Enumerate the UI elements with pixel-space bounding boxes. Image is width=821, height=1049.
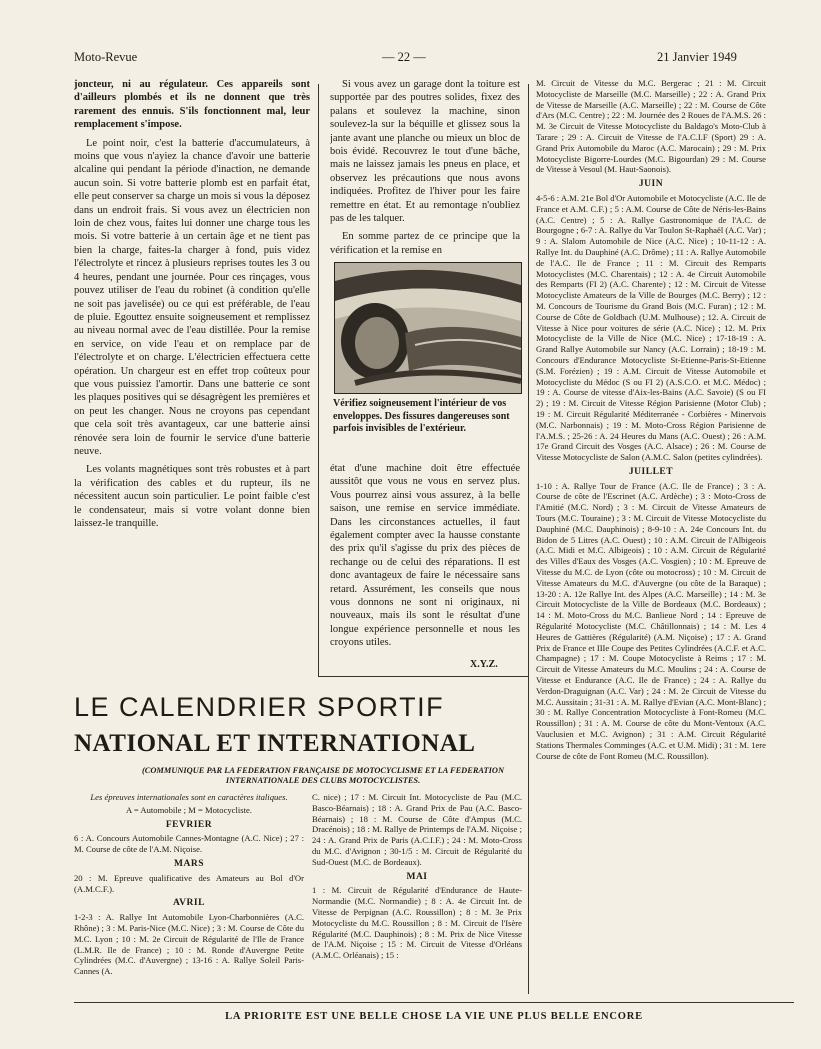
calendar-column-2	[312, 792, 522, 992]
column-divider	[528, 84, 529, 994]
month-heading: FEVRIER	[165, 819, 213, 830]
paragraph: état d'une machine doit être effectuée aussitôt que vous ne vous en servez plus. Vous pourrez ainsi vous assurez, à la belle saison, une remise en service immédiate. Dans les circonstances actuelles, il faut également compter avec la hausse constante des prix qu'il s'agisse du prix des pièces de rechange ou de celui des réparations. Il est donc avantageux de faire le nécessaire sans retard. Assurément, les conseils que nous vous donnons ne sont ni originaux, ni nouveaux, mais ils sont le résultat d'une longue expérience personnelle et nous les croyons utiles.	[330, 463, 520, 649]
calendar-text: M. Circuit de Vitesse du M.C. Bergerac ; 21 : M. Circuit Motocycliste de Marseille (M.C. Marseille) ; 22 : A. Grand Prix de Vitesse de Marseille (A.C. Marseille) ; 22 : M. Course de Côte d'Ars (M.C. Centre) ; 22 : M. Journée des 2 Roues de l'A.M.S. 26 : M. 3e Circuit de Vitesse Motocycliste du Baldago's Moto-Club à Tarare ; 29 : A. Circuit de Vitesse de l'A.C.I.F (Sport) 29 : A. Grand Prix Automobile du Maroc (A.C. Marocain) ; 29 : M. Prix Motocycliste Bigorre-Lourdes (M.C. Bigourdan) 29 : M. Course de Vitesse à Vesoul (M. Haut-Saonois).	[536, 78, 766, 175]
article-column-2-bottom	[330, 462, 520, 658]
paragraph: Si vous avez un garage dont la toiture est supportée par des poutres solides, fixez des palans et soulevez la machine, sinon soulevez-la sur la béquille et glissez sous la jante avant une planche ou mieux un bloc de bois évidé. Recouvrez le tout d'une bâche, mais ne laissez jamais les pneus en place, et observez les précautions que nous avons indiquées. Profitez de l'hiver pour les faire remettre en état. Et au remontage n'oubliez pas de les talquer.	[330, 79, 520, 225]
calendar-text: 20 : M. Epreuve qualificative des Amateurs au Bol d'Or (A.M.C.F.).	[74, 872, 304, 894]
paragraph: Le point noir, c'est la batterie d'accumulateurs, à moins que vous n'ayiez la chance d'avoir une batterie alcaline qui pendant la période d'inaction, ne demande aucun soin. Si votre batterie plomb est en parfait état, elle peut conserver sa charge un mois si vous la déposez dans un endroit frais. Si vous avez un électricien non loin de chez vous, faites lui donner une charge tous les mois. Si votre batterie à un certain âge et ne tient pas bien la charge, faites-la charger à fond, puis videz l'électrolyte et rincez à plusieurs reprises toutes les 3 ou 4 heures, pendant une journée. Pour ces rinçages, vous pouvez utiliser de l'eau du robinet (à condition qu'elle ne soit pas javelisée) ou ce qui est préférable, de l'eau de pluie. Egouttez ensuite soigneusement et remplissez au niveau normal avec de l'eau distillée. Pour la remise en service, on vide l'eau et on remplace par de l'électrolyte et on charge. L'électricien effectuera cette opération. Un chargeur est en effet trop coûteux pour que vous puissiez l'amortir. Dans une batterie ce sont les plaques positives qui se désagrègent les premières et on peut les changer. Nous ne croyons pas cependant que cela soit très avantageux, car une batterie ainsi rénovée sera loin de fournir le service d'une batterie neuve.	[74, 137, 310, 457]
legend-note: Les épreuves internationales sont en caractères italiques.	[90, 792, 288, 802]
calendar-column-3	[536, 78, 766, 994]
month-heading: MARS	[174, 858, 204, 869]
calendar-subtitle: NATIONAL ET INTERNATIONAL	[74, 730, 476, 757]
author-signature: X.Y.Z.	[470, 659, 498, 670]
header-magazine-name: Moto-Revue	[74, 50, 138, 64]
column-divider	[318, 84, 319, 676]
header-page-number: — 22 —	[382, 50, 426, 64]
article-column-1	[74, 78, 310, 678]
calendar-title: LE CALENDRIER SPORTIF	[74, 692, 445, 722]
paragraph: joncteur, ni au régulateur. Ces appareils sont d'ailleurs plombés et ils ne donnent que très rarement des ennuis. S'ils fonctionnent mal, leur remplacement s'impose.	[74, 79, 310, 131]
paragraph: En somme partez de ce principe que la vérification et la remise en	[330, 231, 520, 256]
month-heading: AVRIL	[173, 898, 205, 909]
footer-slogan: LA PRIORITE EST UNE BELLE CHOSE LA VIE UNE PLUS BELLE ENCORE	[225, 1011, 643, 1022]
photo-caption: Vérifiez soigneusement l'intérieur de vos enveloppes. Des fissures dangereuses sont parfois invisibles de l'extérieur.	[333, 398, 510, 435]
header-date: 21 Janvier 1949	[657, 50, 737, 64]
legend-abbrev: A = Automobile ; M = Motocycliste.	[126, 804, 252, 815]
calendar-text: C. nice) ; 17 : M. Circuit Int. Motocycliste de Pau (M.C. Basco-Béarnais) ; 18 : A. Grand Prix de Pau (A.C. Basco-Béarnais) ; 18 : M. Course de Côte d'Ampus (M.C. Dracénois) ; 18 : M. Rallye de Printemps de l'A.M. Niçoise ; 24 : A. Grand Prix de Paris (A.C.I.F.) ; 24 : M. Moto-Cross du M.C. d'Avignon ; 30-1/5 : M. Circuit de Régularité du Sud-Ouest (M.C. de Bordeaux).	[312, 792, 522, 867]
calendar-text: 1-10 : A. Rallye Tour de France (A.C. Ile de France) ; 3 : A. Course de côte de l'Escrinet (A.C. Ardèche) ; 3 : Moto-Cross de l'Amitié (M.C. Nord) ; 3 : M. Circuit de Vitesse Amateurs de Tours (M.C. Touraine) ; 3 : M. Circuit de Vitesse Motocycliste du Dauphiné (M.C. Dauphinois) ; 8-9-10 : A. 24e Concours Int. du Bidon de 5 Litres (A.C. Ouest) ; 10 : A.M. Circuit de l'Albigeois (A.C. Midi et M.C. Albigeois) ; 10 : A.M. Circuit de Régularité des Villes d'Eaux des Vosges (A.C. Vosgien) ; 10 : M. Epreuve de Vitesse du M.C. de Lyon (côte ou motocross) ; 10 : M. Circuit de Vitesse Amateurs du M.C. d'Auvergne (ou côte de la Baraque) ; 13-20 : A. 12e Rallye Int. des Alpes (A.C. Marseille) ; 14 : M. 3e Circuit Motocycliste de la Ville de Bordeaux (M.C. Bordeaux) ; 14 : M. Moto-Cross du M.C. Banlieue Nord ; 14 : Epreuve de Régularité Motocycliste (M.C. Châtillonnais) ; 14 : M. Les 4 Heures de Gattières (Régularité) (A.M. Niçoise) ; 17 : A. Grand Prix de France et IIIe Coupe des Petites Cylindrées (A.C.F. et A.C. Champagne) ; 17 : M. Coupe Motocycliste à Reims ; 17 : M. Circuit de Vitesse Amateurs du M.C. Moulins ; 24 : A. Course de Vitesse et Endurance (A.C. Ile de France) ; 24 : A. Rallye du Verdon-Draguignan (A.C. Var) ; 24 : M. 2e Circuit de Vitesse du M.C. Aussitain ; 31-31 : A. M. Rallye d'Evian (A.C. Mont-Blanc) ; 30 : M. Rallye Concentration Motocycliste à Font-Romeu (M.C. Roussillon) ; 31 : A. M. Course de côte du Mont-Ventoux (A.C. Vauclusien et M.C. Avignon) ; 31 : A.M. Circuit Régularité Stations Thermales Comminges (A.C. et U.M. Midi) ; 31 : M. 1ere Course de côte de Font Romeu (M.C. Roussillon).	[536, 480, 766, 761]
month-heading: JUIN	[638, 179, 664, 190]
calendar-text: 6 : A. Concours Automobile Cannes-Montagne (A.C. Nice) ; 27 : M. Course de côte de l'A.M. Niçoise.	[74, 833, 304, 855]
article-column-2-top	[330, 78, 520, 263]
calendar-text: 4-5-6 : A.M. 21e Bol d'Or Automobile et Motocycliste (A.C. Ile de France et A.M. C.F.) ; 5 : A.M. Course de Côte de Néris-les-Bains (A.C. Centre) ; 5 : A. Rallye Gastronomique de l'A.C. de Bourgogne ; 6-7 : A. Rallye du Var Toulon St-Raphaël (A.C. Var) ; 9 : A. Slalom Automobile de Nice (A.C. Nice) ; 10-11-12 : A. Rallye Int. du Dauphiné (A.C. Drôme) ; 11 : A. Rallye Automobile de l'A.C. Ile de France ; 11 : M. Circuit des Remparts Motocyclistes (M.C. Charentais) ; 12 : A. 4e Circuit Automobile des Remparts (FI 2) (A.C. Charente) ; 12 : M. Circuit de Vitesse Motocycliste Amateurs de la Ville de Bourges (M.C. Berry) ; 12 : M. Concours de Tourisme du Grand Bois (M.C. Furan) ; 12 : M. Course de Côte de Goldbach (U.M. Mulhouse) ; 12. A. Circuit de Vitesse à Nice pour voitures de série (A.C. Nice) ; 12. M. Prix Motocycliste de la Ville de Nice (M.C. Nice) ; 17-18-19 : A. Grand Rallye Automobile sur Nancy (A.C. Lorrain) ; 18-19 : M. Concours d'Endurance Motocycliste St-Etienne-Paris-St-Etienne (S.M. Forézien) ; 19 : A.M. Circuit de Vitesse Automobile et Motocycliste du Médoc (S ou FI 2) (A.S.C.O. et M.C. Médoc) ; 19 : A. Course de vitesse d'Aix-les-Bains (A.C. Savoie) (S ou FI 2) ; 19 : M. Circuit de Vitesse Région Parisienne (Motor Club) ; 19 : M. Circuit Régularité Méditerranée - Corbières - Minervois (M.C. Narbonnais) ; 19 : M. Moto-Cross Région Parisienne de l'A.M.S. ; 25-26 : A. 24 Heures du Mans (A.C. Ouest) ; 26 : A.M. 17e Grand Circuit des Vosges (A.C. Alsace) ; 26 : M. Course de Vitesse Motocycliste de Salon (A.M.C. Salon (petites cylindrées).	[536, 192, 766, 463]
month-heading: MAI	[406, 871, 428, 882]
tire-photo	[334, 262, 522, 394]
month-heading: JUILLET	[628, 466, 674, 477]
article-end-rule	[318, 676, 528, 677]
paragraph: Les volants magnétiques sont très robustes et à part la vérification des cables et du rupteur, ils ne nécessitent aucun soin particulier. Le point faible c'est le condensateur, mais si votre volant donne bien laissez-le tranquille.	[74, 464, 310, 529]
communique-note: (COMMUNIQUE PAR LA FEDERATION FRANÇAISE DE MOTOCYCLISME ET LA FEDERATION INTERNATIONALE DES CLUBS MOTOCYCLISTES.	[142, 766, 504, 785]
calendar-column-1	[74, 792, 304, 992]
calendar-text: 1-2-3 : A. Rallye Int Automobile Lyon-Charbonnières (A.C. Rhône) ; 3 : M. Paris-Nice (M.C. Nice) ; 3 : M. Course de Côte du M.C. Lyon ; 10 : M. 2e Circuit de Régularité de l'Ile de France (L.M.R. Ile de France) ; 10 : M. Ronde d'Auvergne Petite Cylindrées (M.C. d'Auvergne) ; 13-16 : A. Rallye Soleil Paris-Cannes (A.	[74, 912, 304, 977]
calendar-text: 1 : M. Circuit de Régularité d'Endurance de Haute-Normandie (M.C. Normandie) ; 8 : A. 4e Circuit Int. de Vitesse de Perpignan (A.C. Roussillon) ; 8 : M. 3e Prix Motocycliste du M.C. Roussillon ; 8 : M. Circuit de l'Isère Régularité (M.C. Dauphinois) ; 8 : M. Prix de Nice Vitesse de l'A.M. Niçoise ; 15 : M. Circuit de Vitesse d'Orléans (A.M.C. Orléanais) ; 15 :	[312, 885, 522, 961]
footer-rule	[74, 1002, 794, 1003]
